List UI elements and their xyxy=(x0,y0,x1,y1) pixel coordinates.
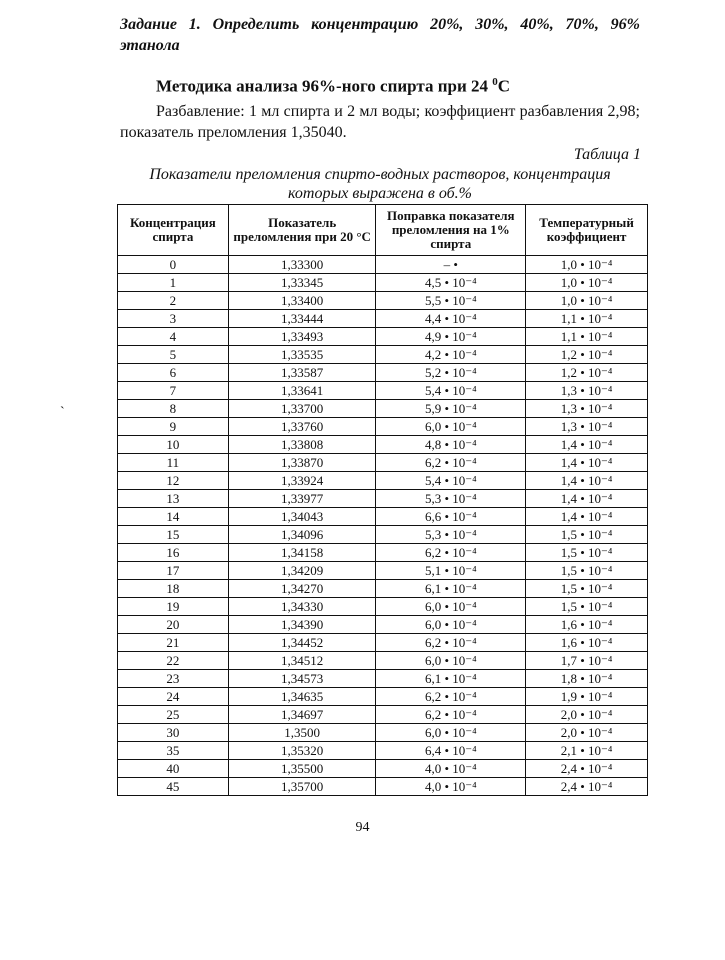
table-row xyxy=(118,742,648,760)
cell-refractive-index: 1,34635 xyxy=(228,688,376,706)
cell-concentration: 17 xyxy=(118,562,229,580)
table-row xyxy=(118,346,648,364)
cell-concentration: 5 xyxy=(118,346,229,364)
method-title-unit: С xyxy=(497,76,511,96)
cell-correction: 5,1 • 10⁻⁴ xyxy=(376,562,526,580)
cell-concentration: 20 xyxy=(118,616,229,634)
cell-refractive-index: 1,3500 xyxy=(228,724,376,742)
cell-concentration: 7 xyxy=(118,382,229,400)
table-row xyxy=(118,616,648,634)
cell-concentration: 3 xyxy=(118,310,229,328)
header-correction: Поправка показателя преломления на 1% спирта xyxy=(376,205,526,256)
cell-correction: 5,4 • 10⁻⁴ xyxy=(376,472,526,490)
table-row xyxy=(118,652,648,670)
cell-refractive-index: 1,33300 xyxy=(228,256,376,274)
cell-refractive-index: 1,33808 xyxy=(228,436,376,454)
cell-correction: 5,3 • 10⁻⁴ xyxy=(376,490,526,508)
cell-temp-coefficient: 1,0 • 10⁻⁴ xyxy=(526,256,648,274)
cell-concentration: 4 xyxy=(118,328,229,346)
cell-correction: 6,2 • 10⁻⁴ xyxy=(376,688,526,706)
table-row xyxy=(118,472,648,490)
cell-refractive-index: 1,33870 xyxy=(228,454,376,472)
cell-concentration: 25 xyxy=(118,706,229,724)
cell-correction: 6,1 • 10⁻⁴ xyxy=(376,580,526,598)
header-temp-coefficient: Температурный коэффициент xyxy=(526,205,648,256)
cell-temp-coefficient: 2,0 • 10⁻⁴ xyxy=(526,724,648,742)
table-row xyxy=(118,688,648,706)
table-header-row xyxy=(118,205,648,256)
cell-correction: 4,8 • 10⁻⁴ xyxy=(376,436,526,454)
cell-refractive-index: 1,34697 xyxy=(228,706,376,724)
cell-correction: 5,4 • 10⁻⁴ xyxy=(376,382,526,400)
cell-concentration: 24 xyxy=(118,688,229,706)
cell-correction: 6,1 • 10⁻⁴ xyxy=(376,670,526,688)
table-body xyxy=(118,256,648,796)
cell-refractive-index: 1,35700 xyxy=(228,778,376,796)
cell-refractive-index: 1,34330 xyxy=(228,598,376,616)
table-caption: Показатели преломления спирто-водных растворов, концентрация которых выражена в об.% xyxy=(149,166,611,202)
degree-superscript: 0 xyxy=(492,76,498,88)
cell-concentration: 16 xyxy=(118,544,229,562)
table-row xyxy=(118,328,648,346)
table-row xyxy=(118,490,648,508)
cell-refractive-index: 1,33400 xyxy=(228,292,376,310)
table-row xyxy=(118,580,648,598)
method-title-text: Методика анализа 96%-ного спирта при 24 xyxy=(156,76,493,96)
cell-temp-coefficient: 1,4 • 10⁻⁴ xyxy=(526,472,648,490)
cell-temp-coefficient: 1,3 • 10⁻⁴ xyxy=(526,382,648,400)
cell-temp-coefficient: 1,5 • 10⁻⁴ xyxy=(526,580,648,598)
cell-concentration: 12 xyxy=(118,472,229,490)
cell-correction: 4,5 • 10⁻⁴ xyxy=(376,274,526,292)
cell-temp-coefficient: 1,2 • 10⁻⁴ xyxy=(526,346,648,364)
table-row xyxy=(118,562,648,580)
cell-correction: 6,6 • 10⁻⁴ xyxy=(376,508,526,526)
cell-refractive-index: 1,33924 xyxy=(228,472,376,490)
cell-refractive-index: 1,33760 xyxy=(228,418,376,436)
cell-correction: 6,0 • 10⁻⁴ xyxy=(376,616,526,634)
cell-temp-coefficient: 1,6 • 10⁻⁴ xyxy=(526,616,648,634)
cell-correction: 4,9 • 10⁻⁴ xyxy=(376,328,526,346)
cell-refractive-index: 1,35500 xyxy=(228,760,376,778)
cell-temp-coefficient: 1,2 • 10⁻⁴ xyxy=(526,364,648,382)
cell-refractive-index: 1,34209 xyxy=(228,562,376,580)
cell-refractive-index: 1,33700 xyxy=(228,400,376,418)
cell-refractive-index: 1,34096 xyxy=(228,526,376,544)
cell-concentration: 22 xyxy=(118,652,229,670)
cell-concentration: 1 xyxy=(118,274,229,292)
cell-temp-coefficient: 1,3 • 10⁻⁴ xyxy=(526,400,648,418)
cell-refractive-index: 1,33444 xyxy=(228,310,376,328)
table-row xyxy=(118,760,648,778)
stray-mark: ˋ xyxy=(60,405,65,420)
cell-concentration: 15 xyxy=(118,526,229,544)
page-number: 94 xyxy=(355,820,370,835)
cell-temp-coefficient: 1,0 • 10⁻⁴ xyxy=(526,292,648,310)
cell-correction: 5,2 • 10⁻⁴ xyxy=(376,364,526,382)
table-row xyxy=(118,454,648,472)
cell-temp-coefficient: 1,8 • 10⁻⁴ xyxy=(526,670,648,688)
cell-temp-coefficient: 1,1 • 10⁻⁴ xyxy=(526,310,648,328)
cell-correction: 6,2 • 10⁻⁴ xyxy=(376,634,526,652)
table-row xyxy=(118,256,648,274)
cell-concentration: 23 xyxy=(118,670,229,688)
cell-correction: 4,0 • 10⁻⁴ xyxy=(376,778,526,796)
cell-correction: 4,2 • 10⁻⁴ xyxy=(376,346,526,364)
cell-temp-coefficient: 1,3 • 10⁻⁴ xyxy=(526,418,648,436)
cell-refractive-index: 1,34512 xyxy=(228,652,376,670)
cell-temp-coefficient: 1,5 • 10⁻⁴ xyxy=(526,526,648,544)
cell-refractive-index: 1,34158 xyxy=(228,544,376,562)
cell-correction: 6,2 • 10⁻⁴ xyxy=(376,454,526,472)
cell-correction: 5,3 • 10⁻⁴ xyxy=(376,526,526,544)
cell-concentration: 10 xyxy=(118,436,229,454)
table-row xyxy=(118,526,648,544)
header-concentration: Концентрация спирта xyxy=(118,205,229,256)
cell-temp-coefficient: 1,5 • 10⁻⁴ xyxy=(526,544,648,562)
cell-concentration: 8 xyxy=(118,400,229,418)
cell-concentration: 9 xyxy=(118,418,229,436)
cell-concentration: 19 xyxy=(118,598,229,616)
cell-concentration: 14 xyxy=(118,508,229,526)
table-row xyxy=(118,436,648,454)
cell-concentration: 35 xyxy=(118,742,229,760)
table-row xyxy=(118,778,648,796)
table-row xyxy=(118,544,648,562)
cell-temp-coefficient: 1,7 • 10⁻⁴ xyxy=(526,652,648,670)
cell-temp-coefficient: 1,4 • 10⁻⁴ xyxy=(526,508,648,526)
cell-concentration: 45 xyxy=(118,778,229,796)
table-row xyxy=(118,706,648,724)
table-row xyxy=(118,364,648,382)
table-row xyxy=(118,670,648,688)
header-refractive-index: Показатель преломления при 20 °С xyxy=(228,205,376,256)
cell-temp-coefficient: 1,4 • 10⁻⁴ xyxy=(526,490,648,508)
cell-correction: 6,0 • 10⁻⁴ xyxy=(376,652,526,670)
table-row xyxy=(118,292,648,310)
cell-temp-coefficient: 2,1 • 10⁻⁴ xyxy=(526,742,648,760)
cell-temp-coefficient: 1,6 • 10⁻⁴ xyxy=(526,634,648,652)
table-row xyxy=(118,724,648,742)
cell-temp-coefficient: 1,1 • 10⁻⁴ xyxy=(526,328,648,346)
table-row xyxy=(118,418,648,436)
cell-concentration: 40 xyxy=(118,760,229,778)
cell-temp-coefficient: 1,4 • 10⁻⁴ xyxy=(526,454,648,472)
cell-refractive-index: 1,33977 xyxy=(228,490,376,508)
cell-concentration: 6 xyxy=(118,364,229,382)
cell-refractive-index: 1,35320 xyxy=(228,742,376,760)
table-row xyxy=(118,634,648,652)
cell-refractive-index: 1,34573 xyxy=(228,670,376,688)
cell-correction: 5,5 • 10⁻⁴ xyxy=(376,292,526,310)
cell-refractive-index: 1,33641 xyxy=(228,382,376,400)
cell-temp-coefficient: 1,5 • 10⁻⁴ xyxy=(526,598,648,616)
cell-refractive-index: 1,33345 xyxy=(228,274,376,292)
cell-correction: 5,9 • 10⁻⁴ xyxy=(376,400,526,418)
cell-concentration: 21 xyxy=(118,634,229,652)
method-title xyxy=(156,76,510,97)
cell-temp-coefficient: 1,4 • 10⁻⁴ xyxy=(526,436,648,454)
task-heading: Задание 1. Определить концентрацию 20%, 30%, 40%, 70%, 96% этанола xyxy=(120,16,640,54)
cell-temp-coefficient: 1,9 • 10⁻⁴ xyxy=(526,688,648,706)
cell-refractive-index: 1,34452 xyxy=(228,634,376,652)
cell-refractive-index: 1,33493 xyxy=(228,328,376,346)
table-row xyxy=(118,400,648,418)
cell-correction: – • xyxy=(376,256,526,274)
cell-temp-coefficient: 2,4 • 10⁻⁴ xyxy=(526,778,648,796)
cell-correction: 6,0 • 10⁻⁴ xyxy=(376,418,526,436)
cell-correction: 6,2 • 10⁻⁴ xyxy=(376,706,526,724)
cell-temp-coefficient: 1,5 • 10⁻⁴ xyxy=(526,562,648,580)
cell-correction: 6,0 • 10⁻⁴ xyxy=(376,724,526,742)
cell-concentration: 13 xyxy=(118,490,229,508)
cell-concentration: 30 xyxy=(118,724,229,742)
cell-refractive-index: 1,33587 xyxy=(228,364,376,382)
cell-correction: 4,4 • 10⁻⁴ xyxy=(376,310,526,328)
cell-temp-coefficient: 2,0 • 10⁻⁴ xyxy=(526,706,648,724)
cell-refractive-index: 1,34043 xyxy=(228,508,376,526)
table-row xyxy=(118,382,648,400)
cell-refractive-index: 1,33535 xyxy=(228,346,376,364)
cell-concentration: 0 xyxy=(118,256,229,274)
cell-refractive-index: 1,34270 xyxy=(228,580,376,598)
cell-concentration: 18 xyxy=(118,580,229,598)
cell-concentration: 2 xyxy=(118,292,229,310)
table-row xyxy=(118,598,648,616)
cell-temp-coefficient: 1,0 • 10⁻⁴ xyxy=(526,274,648,292)
table-row xyxy=(118,274,648,292)
cell-correction: 6,2 • 10⁻⁴ xyxy=(376,544,526,562)
cell-correction: 4,0 • 10⁻⁴ xyxy=(376,760,526,778)
cell-refractive-index: 1,34390 xyxy=(228,616,376,634)
table-row xyxy=(118,310,648,328)
table-row xyxy=(118,508,648,526)
dilution-paragraph: Разбавление: 1 мл спирта и 2 мл воды; коэффициент разбавления 2,98; показатель преломления 1,35040. xyxy=(120,103,640,141)
refraction-table xyxy=(117,204,648,796)
cell-correction: 6,4 • 10⁻⁴ xyxy=(376,742,526,760)
cell-temp-coefficient: 2,4 • 10⁻⁴ xyxy=(526,760,648,778)
table-label: Таблица 1 xyxy=(573,146,641,163)
cell-concentration: 11 xyxy=(118,454,229,472)
cell-correction: 6,0 • 10⁻⁴ xyxy=(376,598,526,616)
